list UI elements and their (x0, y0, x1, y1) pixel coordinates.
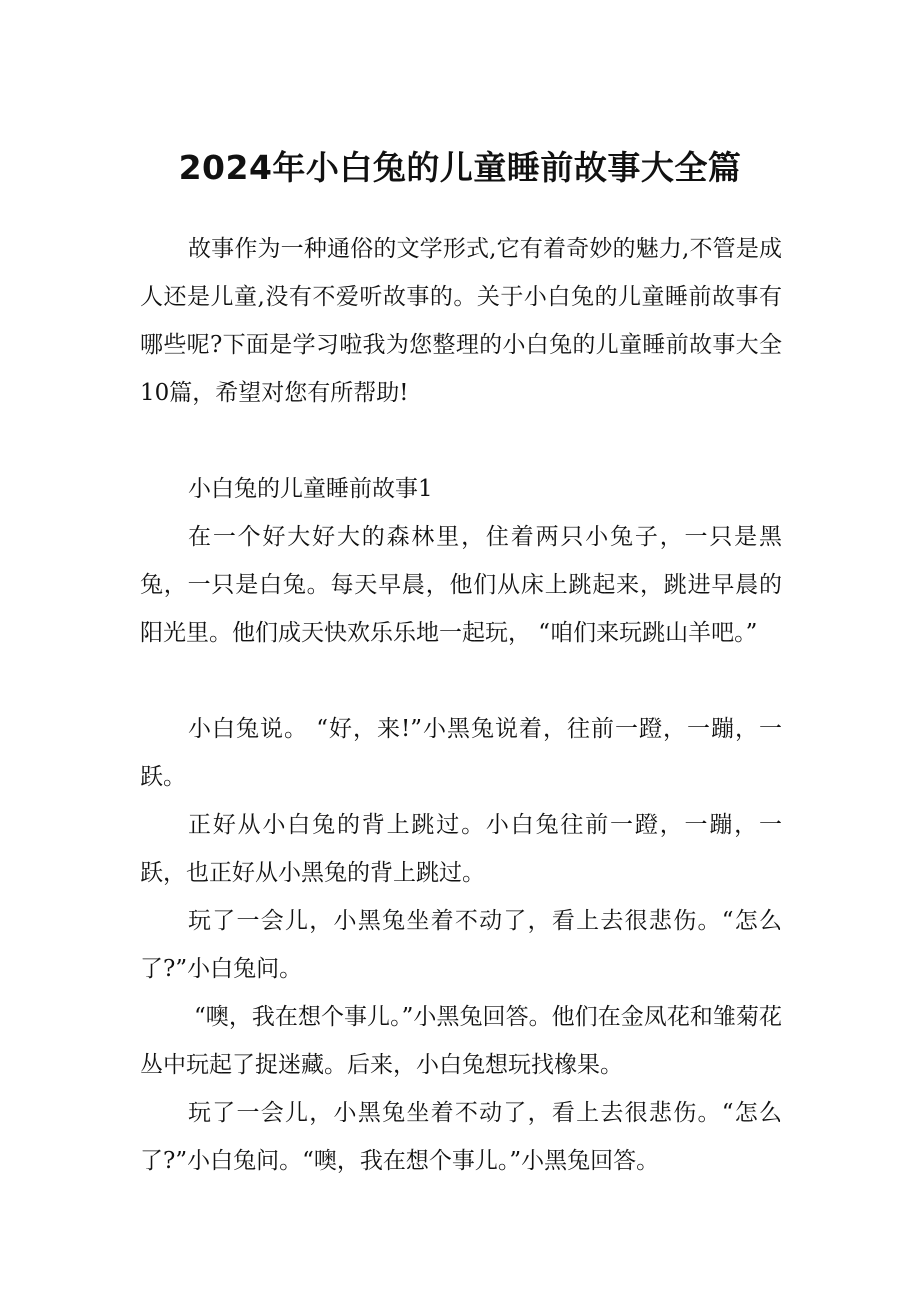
story-paragraph-1: 在一个好大好大的森林里，住着两只小兔子，一只是黑兔，一只是白兔。每天早晨，他们从床上跳起来，跳进早晨的阳光里。他们成天快欢乐乐地一起玩， “咱们来玩跳山羊吧。” (140, 524, 782, 646)
story-paragraph-3: 正好从小白兔的背上跳过。小白兔往前一蹬，一蹦，一跃，也正好从小黑兔的背上跳过。 (140, 812, 782, 886)
story-paragraph-6: 玩了一会儿，小黑兔坐着不动了，看上去很悲伤。“怎么了?”小白兔问。“噢，我在想个事儿。”小黑兔回答。 (140, 1100, 782, 1174)
story-paragraph-4: 玩了一会儿，小黑兔坐着不动了，看上去很悲伤。“怎么了?”小白兔问。 (140, 908, 782, 982)
document-title: 2024年小白兔的儿童睡前故事大全篇 (178, 148, 742, 187)
section-heading: 小白兔的儿童睡前故事1 (188, 476, 433, 502)
intro-paragraph: 故事作为一种通俗的文学形式,它有着奇妙的魅力,不管是成人还是儿童,没有不爱听故事的。关于小白兔的儿童睡前故事有哪些呢?下面是学习啦我为您整理的小白兔的儿童睡前故事大全10篇，希望对您有所帮助! (140, 236, 782, 406)
story-paragraph-2: 小白兔说。 “好，来!”小黑兔说着，往前一蹬，一蹦，一跃。 (140, 716, 782, 790)
story-paragraph-5: “噢，我在想个事儿。”小黑兔回答。他们在金凤花和雏菊花丛中玩起了捉迷藏。后来，小白兔想玩找橡果。 (140, 1004, 782, 1078)
